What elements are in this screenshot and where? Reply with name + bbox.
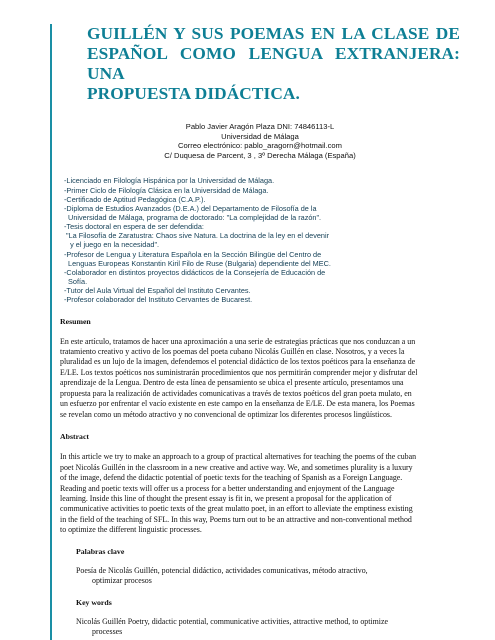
cv-line: Universidad de Málaga, programa de doctorado: "La complejidad de la razón". bbox=[64, 213, 322, 222]
keywords-en-block bbox=[60, 598, 460, 638]
cv-line: -Tesis doctoral en espera de ser defendida: bbox=[64, 222, 204, 232]
abstract-line: communicative activities to poetic texts of the great mulatto poet, in an effort to alleviate the emptiness existing bbox=[60, 504, 413, 514]
palabras-clave-line: optimizar procesos bbox=[92, 576, 152, 586]
article-title bbox=[60, 24, 460, 104]
palabras-clave-heading: Palabras clave bbox=[76, 546, 125, 556]
cv-line: -Primer Ciclo de Filología Clásica en la Universidad de Málaga. bbox=[64, 185, 269, 195]
document-page bbox=[60, 24, 460, 637]
cv-line: -Licenciado en Filología Hispánica por la Universidad de Málaga. bbox=[64, 176, 275, 186]
resumen-line: tratamiento creativo y activo de los poemas del poeta cubano Nicolás Guillén en clase. Nosotros, y a veces la bbox=[60, 347, 405, 357]
cv-line: Sofía. bbox=[64, 277, 88, 287]
cv-line: -Diploma de Estudios Avanzados (D.E.A.) del Departamento de Filosofía de la bbox=[64, 203, 317, 213]
resumen-line: pluralidad es un lujo de la imagen, defendemos el potencial didáctico de los textos poéticos para la enseñanza de bbox=[60, 357, 416, 367]
key-words-line: Nicolás Guillén Poetry, didactic potential, communicative activities, attractive method, to optimize bbox=[76, 616, 388, 626]
key-words-line: processes bbox=[92, 627, 123, 637]
left-margin-rule bbox=[50, 24, 52, 640]
abstract-line: poet Nicolás Guillén in the classroom in a new creative and active way. We, and sometimes plurality is a luxury bbox=[60, 462, 413, 472]
cv-line: Lenguas Europeas Konstantin Kiril Filo de Ruse (Bulgaria) dependiente del MEC. bbox=[64, 258, 331, 268]
key-words-heading: Key words bbox=[76, 597, 112, 607]
resumen-line: En este artículo, tratamos de hacer una aproximación a una serie de estrategias prácticas que nos conduzcan a un bbox=[60, 336, 416, 346]
author-address: C/ Duquesa de Parcent, 3 , 3º Derecha Málaga (España) bbox=[164, 150, 356, 160]
abstract-line: learning. Inside this line of thought the present essay is fit in, we present a proposal for the application of bbox=[60, 494, 392, 503]
cv-line: -Certificado de Aptitud Pedagógica (C.A.P.). bbox=[64, 194, 206, 204]
title-line-2: ESPAÑOL COMO LENGUA EXTRANJERA: UNA bbox=[87, 44, 460, 83]
resumen-line: un esfuerzo por enfrentar el vacío existente en este campo en la enseñanza de E/LE. De esta manera, los Poemas bbox=[60, 399, 415, 409]
abstract-paragraph bbox=[60, 452, 460, 536]
cv-line: -Profesor de Lengua y Literatura Española en la Sección Bilingüe del Centro de bbox=[64, 249, 322, 259]
abstract-heading: Abstract bbox=[60, 432, 90, 442]
cv-line: -Colaborador en distintos proyectos didácticos de la Consejería de Educación de bbox=[64, 267, 326, 277]
resumen-line: E/LE. Los textos poéticos nos suministrarán procedimientos que nos permitirán comprender mejor y disfrutar del bbox=[60, 367, 418, 377]
author-email: Correo electrónico: pablo_aragorn@hotmail.com bbox=[178, 141, 342, 151]
abstract-line: to optimize the different linguistic processes. bbox=[60, 525, 202, 535]
author-university: Universidad de Málaga bbox=[221, 131, 299, 141]
title-line-1: GUILLÉN Y SUS POEMAS EN LA CLASE DE bbox=[87, 24, 460, 43]
resumen-heading: Resumen bbox=[60, 316, 91, 326]
abstract-line: Reading and poetic texts will offer us a process for a better understanding and enjoyment of the Language bbox=[60, 483, 395, 493]
author-block bbox=[60, 122, 460, 160]
resumen-line: se revelan como un método atractivo y no convencional de optimizar los diferentes procesos lingüísticos. bbox=[60, 409, 392, 419]
resumen-paragraph bbox=[60, 337, 460, 421]
cv-line: y el juego en la necesidad". bbox=[64, 240, 160, 250]
cv-line: -Tutor del Aula Virtual del Español del Instituto Cervantes. bbox=[64, 286, 251, 296]
palabras-clave-line: Poesía de Nicolás Guillén, potencial didáctico, actividades comunicativas, método atractivo, bbox=[76, 565, 368, 575]
cv-line: "La Filosofía de Zaratustra: Chaos sive Natura. La doctrina de la ley en el devenir bbox=[64, 231, 330, 241]
author-name: Pablo Javier Aragón Plaza DNI: 74846113-L bbox=[185, 122, 335, 131]
cv-list bbox=[60, 176, 460, 304]
abstract-line: in the field of the teaching of SFL. In this way, Poems turn out to be an attractive and non-conventional method bbox=[60, 514, 412, 524]
keywords-es-block bbox=[60, 547, 460, 587]
cv-line: -Profesor colaborador del Instituto Cervantes de Bucarest. bbox=[64, 295, 253, 305]
resumen-line: propuesta para la realización de actividades comunicativas a través de textos poéticos del gran poeta mulato, en bbox=[60, 388, 412, 398]
title-line-3: PROPUESTA DIDÁCTICA. bbox=[87, 84, 300, 103]
abstract-line: of the image, defend the didactic potential of poetic texts for the teaching of Spanish as a Foreign Language. bbox=[60, 473, 403, 483]
resumen-line: aprendizaje de la Lengua. Dentro de esta línea de pensamiento se ubica el presente artículo, presentamos una bbox=[60, 378, 404, 388]
abstract-line: In this article we try to make an approach to a group of practical alternatives for teaching the poems of the cuban bbox=[60, 452, 417, 462]
